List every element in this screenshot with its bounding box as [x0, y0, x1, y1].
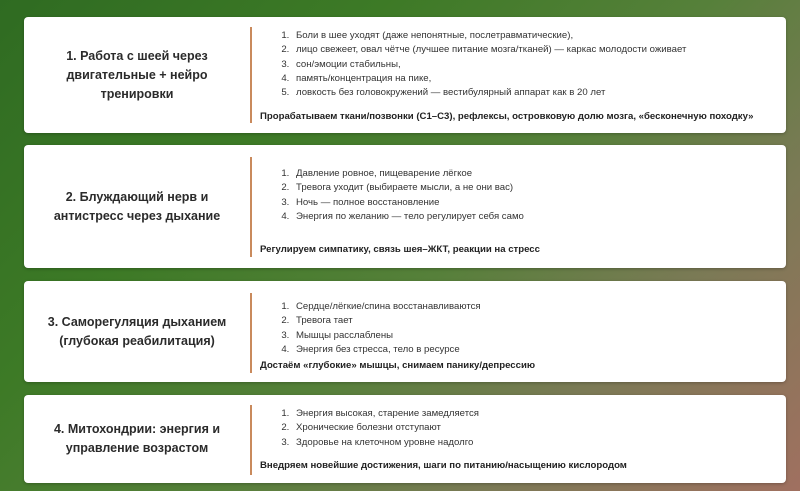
card-2 — [24, 145, 786, 268]
card-summary: Регулируем симпатику, связь шея–ЖКТ, реакции на стресс — [260, 244, 540, 255]
list-item: 2. Хронические болезни отступают — [292, 421, 778, 435]
card-title: 3. Саморегуляция дыханием (глубокая реабилитация) — [47, 314, 227, 348]
card-body — [260, 17, 778, 122]
list-item: 2. Тревога уходит (выбираете мысли, а не они вас) — [292, 181, 778, 195]
card-summary: Внедряем новейшие достижения, шаги по питанию/насыщению кислородом — [260, 460, 627, 471]
list-item: 1. Сердце/лёгкие/спина восстанавливаются — [292, 300, 778, 314]
card-divider — [250, 157, 252, 257]
list-item: 5. ловкость без головокружений — вестибулярный аппарат как в 20 лет — [292, 86, 778, 100]
list-item: 1. Давление ровное, пищеварение лёгкое — [292, 167, 778, 181]
card-3 — [24, 281, 786, 382]
card-divider — [250, 27, 252, 123]
card-title: 2. Блуждающий нерв и антистресс через дыхание — [53, 189, 221, 223]
list-item: 4. память/концентрация на пике, — [292, 72, 778, 86]
benefit-list — [260, 167, 778, 224]
list-item: 4. Энергия по желанию — тело регулирует себя само — [292, 210, 778, 224]
card-body — [260, 281, 778, 371]
card-title: 1. Работа с шеей через двигательные + нейро тренировки — [66, 48, 208, 101]
benefit-list — [260, 300, 778, 357]
card-body — [260, 395, 778, 471]
list-item: 3. сон/эмоции стабильны, — [292, 58, 778, 72]
list-item: 3. Ночь — полное восстановление — [292, 196, 778, 210]
card-summary: Прорабатываем ткани/позвонки (С1–С3), рефлексы, островковую долю мозга, «бесконечную походку» — [260, 111, 754, 122]
list-item: 3. Здоровье на клеточном уровне надолго — [292, 436, 778, 450]
card-title: 4. Митохондрии: энергия и управление возрастом — [53, 422, 221, 455]
card-divider — [250, 293, 252, 373]
card-body — [260, 145, 778, 255]
list-item: 1. Энергия высокая, старение замедляется — [292, 407, 778, 421]
benefit-list — [260, 29, 778, 100]
benefit-list — [260, 407, 778, 450]
list-item: 1. Боли в шее уходят (даже непонятные, послетравматические), — [292, 29, 778, 43]
list-item: 2. лицо свежеет, овал чётче (лучшее питание мозга/тканей) — каркас молодости оживает — [292, 43, 778, 57]
list-item: 3. Мышцы расслаблены — [292, 329, 778, 343]
list-item: 2. Тревога тает — [292, 314, 778, 328]
card-1 — [24, 17, 786, 133]
list-item: 4. Энергия без стресса, тело в ресурсе — [292, 343, 778, 357]
card-4 — [24, 395, 786, 483]
card-divider — [250, 405, 252, 475]
card-summary: Достаём «глубокие» мышцы, снимаем панику/депрессию — [260, 360, 536, 371]
